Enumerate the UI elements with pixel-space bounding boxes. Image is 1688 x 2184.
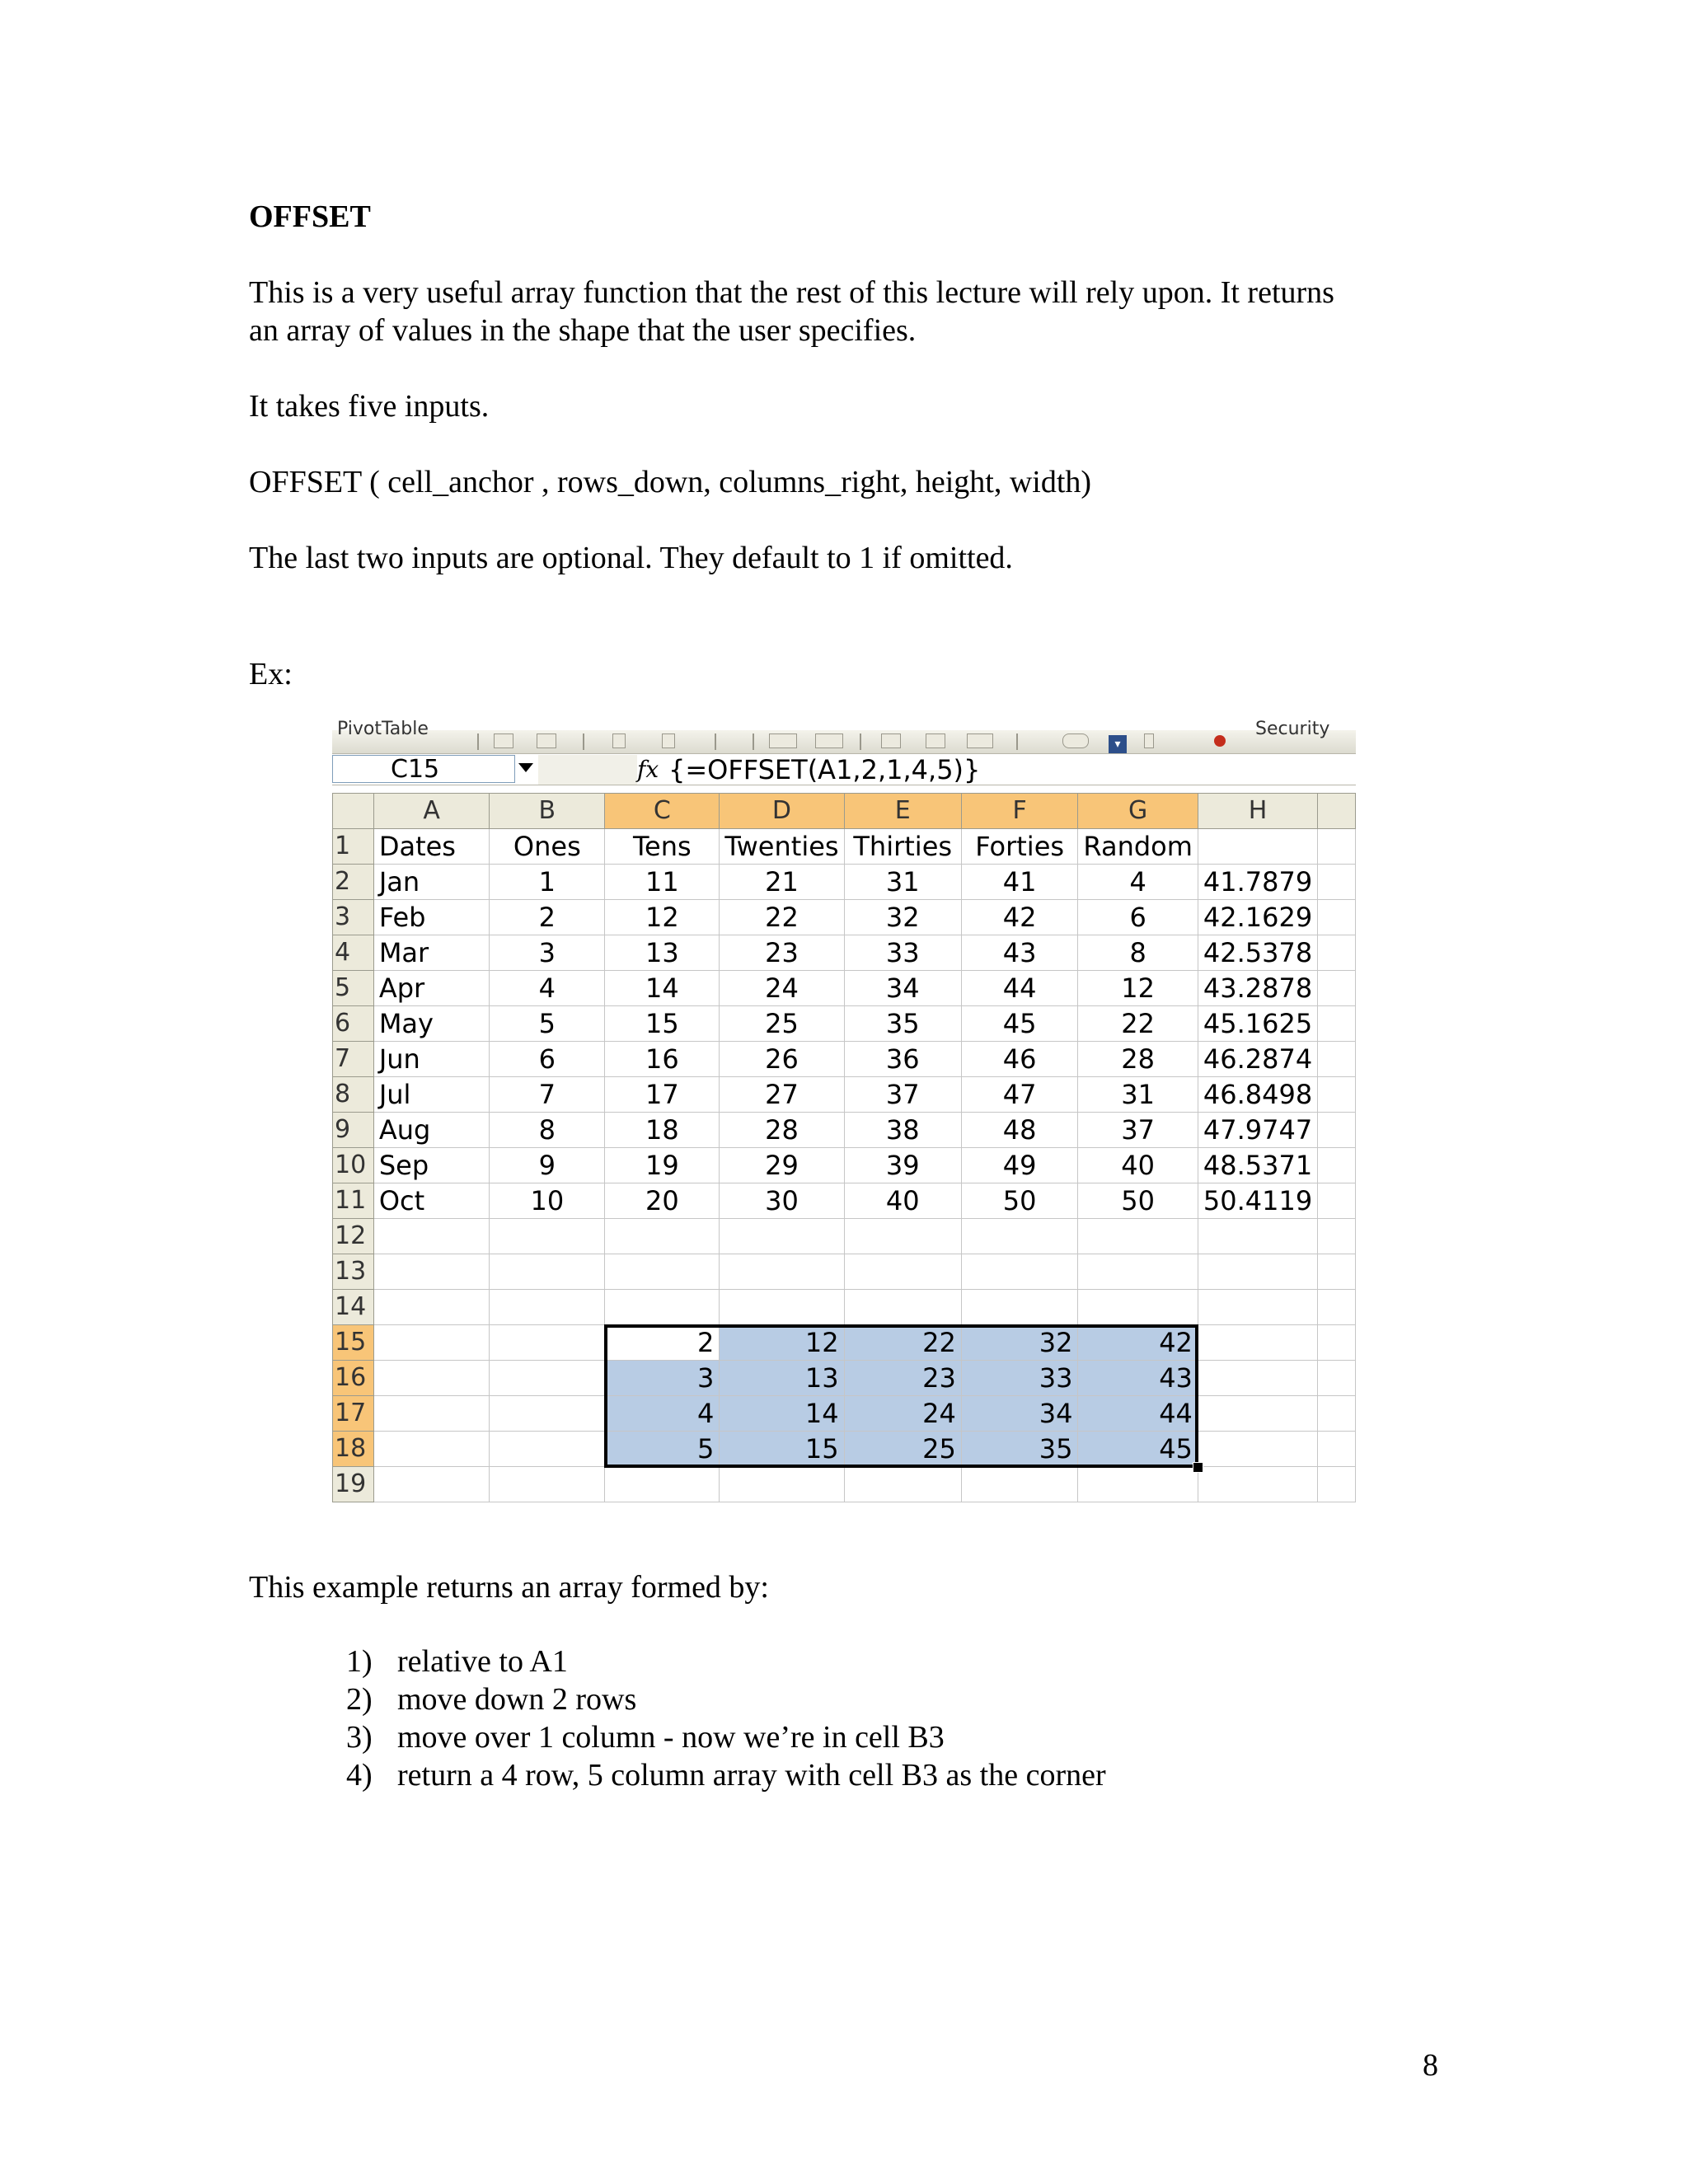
formula-bar <box>332 755 1356 785</box>
cell-b5[interactable]: 4 <box>490 971 605 1006</box>
cell-e2[interactable]: 31 <box>844 865 961 900</box>
column-header-g[interactable]: G <box>1078 794 1198 829</box>
toolbar-separator <box>715 733 716 750</box>
cell-c4[interactable]: 13 <box>605 935 720 971</box>
cell-b17[interactable] <box>490 1396 605 1432</box>
column-header-b[interactable]: B <box>490 794 605 829</box>
cell-i6[interactable] <box>1318 1006 1356 1042</box>
row-header-19[interactable]: 19 <box>333 1467 374 1502</box>
cell-b4[interactable]: 3 <box>490 935 605 971</box>
cell-a7[interactable]: Jun <box>373 1042 490 1077</box>
page-number: 8 <box>1423 2048 1438 2083</box>
cell-c1[interactable]: Tens <box>605 829 720 865</box>
cell-e15[interactable]: 22 <box>844 1325 961 1361</box>
worksheet-grid <box>332 793 1356 1502</box>
cell-i16[interactable] <box>1318 1361 1356 1396</box>
cell-f8[interactable]: 47 <box>961 1077 1078 1113</box>
cell-f11[interactable]: 50 <box>961 1183 1078 1219</box>
chart-wizard-icon[interactable] <box>494 733 513 748</box>
sheet-row <box>333 1254 1356 1290</box>
cell-b15[interactable] <box>490 1325 605 1361</box>
cell-g11[interactable]: 50 <box>1078 1183 1198 1219</box>
security-button[interactable]: Security <box>1255 719 1330 739</box>
cell-g19[interactable] <box>1078 1467 1198 1502</box>
cell-c8[interactable]: 17 <box>605 1077 720 1113</box>
row-header-11[interactable]: 11 <box>333 1183 374 1219</box>
cell-i11[interactable] <box>1318 1183 1356 1219</box>
cell-a15[interactable] <box>373 1325 490 1361</box>
cell-g5[interactable]: 12 <box>1078 971 1198 1006</box>
cell-i10[interactable] <box>1318 1148 1356 1183</box>
cell-a10[interactable]: Sep <box>373 1148 490 1183</box>
column-header-h[interactable]: H <box>1198 794 1317 829</box>
cell-e18[interactable]: 25 <box>844 1432 961 1467</box>
column-header-a[interactable]: A <box>373 794 490 829</box>
sheet-row <box>333 1396 1356 1432</box>
list-item-number: 2) <box>346 1682 373 1717</box>
cell-i15[interactable] <box>1318 1325 1356 1361</box>
cell-f1[interactable]: Forties <box>961 829 1078 865</box>
cell-f19[interactable] <box>961 1467 1078 1502</box>
column-header-i[interactable] <box>1318 794 1356 829</box>
cell-g1[interactable]: Random <box>1078 829 1198 865</box>
column-header-e[interactable]: E <box>844 794 961 829</box>
row-header-4[interactable]: 4 <box>333 935 374 971</box>
cell-g7[interactable]: 28 <box>1078 1042 1198 1077</box>
cell-c19[interactable] <box>605 1467 720 1502</box>
toolbar-separator <box>583 733 584 750</box>
cell-c5[interactable]: 14 <box>605 971 720 1006</box>
cell-c3[interactable]: 12 <box>605 900 720 935</box>
cell-f5[interactable]: 44 <box>961 971 1078 1006</box>
cell-c15[interactable]: 2 <box>605 1325 720 1361</box>
cell-d17[interactable]: 14 <box>720 1396 844 1432</box>
cell-d19[interactable] <box>720 1467 844 1502</box>
cell-h2[interactable]: 41.7879 <box>1198 865 1317 900</box>
cell-g9[interactable]: 37 <box>1078 1113 1198 1148</box>
cell-a8[interactable]: Jul <box>373 1077 490 1113</box>
sheet-row <box>333 1006 1356 1042</box>
cell-i13[interactable] <box>1318 1254 1356 1290</box>
row-header-16[interactable]: 16 <box>333 1361 374 1396</box>
function-signature: OFFSET ( cell_anchor , rows_down, columns_right, height, width) <box>249 465 1092 499</box>
sheet-row <box>333 971 1356 1006</box>
cell-d14[interactable] <box>720 1290 844 1325</box>
cell-i18[interactable] <box>1318 1432 1356 1467</box>
cell-h12[interactable] <box>1198 1219 1317 1254</box>
cell-e16[interactable]: 23 <box>844 1361 961 1396</box>
cell-h15[interactable] <box>1198 1325 1317 1361</box>
cell-e13[interactable] <box>844 1254 961 1290</box>
cell-a12[interactable] <box>373 1219 490 1254</box>
cell-g14[interactable] <box>1078 1290 1198 1325</box>
cell-e1[interactable]: Thirties <box>844 829 961 865</box>
field-settings-icon[interactable] <box>815 733 843 748</box>
cell-a11[interactable]: Oct <box>373 1183 490 1219</box>
cell-e12[interactable] <box>844 1219 961 1254</box>
cell-c14[interactable] <box>605 1290 720 1325</box>
cell-d13[interactable] <box>720 1254 844 1290</box>
sheet-row <box>333 865 1356 900</box>
sheet-row <box>333 1290 1356 1325</box>
cell-g15[interactable]: 42 <box>1078 1325 1198 1361</box>
cell-b14[interactable] <box>490 1290 605 1325</box>
cell-d5[interactable]: 24 <box>720 971 844 1006</box>
toolbar-separator <box>753 733 754 750</box>
cell-b18[interactable] <box>490 1432 605 1467</box>
list-item-text: move down 2 rows <box>397 1682 637 1717</box>
cell-f16[interactable]: 33 <box>961 1361 1078 1396</box>
cell-b10[interactable]: 9 <box>490 1148 605 1183</box>
toolbar-separator <box>477 733 479 750</box>
intro-line-2: an array of values in the shape that the user specifies. <box>249 313 917 348</box>
optional-note: The last two inputs are optional. They default to 1 if omitted. <box>249 541 1013 575</box>
sheet-row <box>333 1113 1356 1148</box>
cell-e3[interactable]: 32 <box>844 900 961 935</box>
column-header-row <box>333 794 1356 829</box>
name-box[interactable]: C15 <box>332 755 515 783</box>
cell-d18[interactable]: 15 <box>720 1432 844 1467</box>
cell-c12[interactable] <box>605 1219 720 1254</box>
cell-i9[interactable] <box>1318 1113 1356 1148</box>
show-detail-icon[interactable] <box>662 733 675 748</box>
cell-e4[interactable]: 33 <box>844 935 961 971</box>
cell-d7[interactable]: 26 <box>720 1042 844 1077</box>
cell-c18[interactable]: 5 <box>605 1432 720 1467</box>
cell-f3[interactable]: 42 <box>961 900 1078 935</box>
row-header-17[interactable]: 17 <box>333 1396 374 1432</box>
spreadsheet-screenshot <box>332 719 1356 1498</box>
cell-f9[interactable]: 48 <box>961 1113 1078 1148</box>
cell-d10[interactable]: 29 <box>720 1148 844 1183</box>
cell-g13[interactable] <box>1078 1254 1198 1290</box>
chevron-down-icon[interactable] <box>518 763 533 772</box>
cell-h11[interactable]: 50.4119 <box>1198 1183 1317 1219</box>
list-item-number: 1) <box>346 1644 373 1679</box>
sheet-row <box>333 935 1356 971</box>
cell-f17[interactable]: 34 <box>961 1396 1078 1432</box>
cell-e14[interactable] <box>844 1290 961 1325</box>
cell-e9[interactable]: 38 <box>844 1113 961 1148</box>
sheet-row <box>333 1361 1356 1396</box>
cell-h14[interactable] <box>1198 1290 1317 1325</box>
toolbar-overflow-icon[interactable] <box>1144 733 1154 748</box>
cell-d8[interactable]: 27 <box>720 1077 844 1113</box>
cell-g16[interactable]: 43 <box>1078 1361 1198 1396</box>
cell-a5[interactable]: Apr <box>373 971 490 1006</box>
sheet-row <box>333 900 1356 935</box>
refresh-data-icon[interactable] <box>769 733 797 748</box>
cell-a3[interactable]: Feb <box>373 900 490 935</box>
fill-handle[interactable] <box>1193 1462 1203 1473</box>
cell-h4[interactable]: 42.5378 <box>1198 935 1317 971</box>
explanation-text: This example returns an array formed by: <box>249 1570 769 1605</box>
cell-g12[interactable] <box>1078 1219 1198 1254</box>
cell-h1[interactable] <box>1198 829 1317 865</box>
cell-e5[interactable]: 34 <box>844 971 961 1006</box>
inputs-count-text: It takes five inputs. <box>249 389 490 424</box>
cell-h9[interactable]: 47.9747 <box>1198 1113 1317 1148</box>
cell-e17[interactable]: 24 <box>844 1396 961 1432</box>
sheet-row <box>333 1077 1356 1113</box>
cell-a1[interactable]: Dates <box>373 829 490 865</box>
cell-e7[interactable]: 36 <box>844 1042 961 1077</box>
column-header-f[interactable]: F <box>961 794 1078 829</box>
cell-h19[interactable] <box>1198 1467 1317 1502</box>
cell-e8[interactable]: 37 <box>844 1077 961 1113</box>
cell-i1[interactable] <box>1318 829 1356 865</box>
cell-g10[interactable]: 40 <box>1078 1148 1198 1183</box>
cell-h3[interactable]: 42.1629 <box>1198 900 1317 935</box>
toolbar-separator <box>1016 733 1018 750</box>
cell-h17[interactable] <box>1198 1396 1317 1432</box>
include-hidden-icon[interactable] <box>926 733 945 748</box>
cell-b7[interactable]: 6 <box>490 1042 605 1077</box>
cell-d11[interactable]: 30 <box>720 1183 844 1219</box>
cell-b3[interactable]: 2 <box>490 900 605 935</box>
sheet-row <box>333 1183 1356 1219</box>
list-item-text: return a 4 row, 5 column array with cell B3 as the corner <box>397 1758 1106 1793</box>
insert-function-icon[interactable]: fx <box>637 756 659 783</box>
cell-f7[interactable]: 46 <box>961 1042 1078 1077</box>
sheet-row <box>333 1042 1356 1077</box>
record-macro-icon[interactable] <box>1214 735 1226 747</box>
cell-f4[interactable]: 43 <box>961 935 1078 971</box>
row-header-10[interactable]: 10 <box>333 1148 374 1183</box>
cell-b19[interactable] <box>490 1467 605 1502</box>
cell-g17[interactable]: 44 <box>1078 1396 1198 1432</box>
example-label: Ex: <box>249 657 293 691</box>
cell-i5[interactable] <box>1318 971 1356 1006</box>
select-all-corner[interactable] <box>333 794 374 829</box>
cell-b13[interactable] <box>490 1254 605 1290</box>
cell-e6[interactable]: 35 <box>844 1006 961 1042</box>
cell-h7[interactable]: 46.2874 <box>1198 1042 1317 1077</box>
row-header-2[interactable]: 2 <box>333 865 374 900</box>
sheet-row <box>333 829 1356 865</box>
cell-d3[interactable]: 22 <box>720 900 844 935</box>
cell-g6[interactable]: 22 <box>1078 1006 1198 1042</box>
cell-e10[interactable]: 39 <box>844 1148 961 1183</box>
cell-e19[interactable] <box>844 1467 961 1502</box>
cell-f15[interactable]: 32 <box>961 1325 1078 1361</box>
column-header-c[interactable]: C <box>605 794 720 829</box>
cell-c9[interactable]: 18 <box>605 1113 720 1148</box>
cell-d4[interactable]: 23 <box>720 935 844 971</box>
cell-c16[interactable]: 3 <box>605 1361 720 1396</box>
cell-g18[interactable]: 45 <box>1078 1432 1198 1467</box>
cell-c7[interactable]: 16 <box>605 1042 720 1077</box>
list-item-number: 4) <box>346 1758 373 1793</box>
toolbar-options-icon[interactable]: ▾ <box>1109 735 1127 753</box>
cell-h8[interactable]: 46.8498 <box>1198 1077 1317 1113</box>
cell-g2[interactable]: 4 <box>1078 865 1198 900</box>
cell-f10[interactable]: 49 <box>961 1148 1078 1183</box>
cell-a13[interactable] <box>373 1254 490 1290</box>
cell-i14[interactable] <box>1318 1290 1356 1325</box>
field-list-icon[interactable] <box>967 733 993 748</box>
cell-d12[interactable] <box>720 1219 844 1254</box>
cell-b12[interactable] <box>490 1219 605 1254</box>
cell-b11[interactable]: 10 <box>490 1183 605 1219</box>
hide-detail-icon[interactable] <box>612 733 626 748</box>
excel-toolbar <box>332 719 1356 754</box>
cell-d2[interactable]: 21 <box>720 865 844 900</box>
cell-b1[interactable]: Ones <box>490 829 605 865</box>
sheet-row <box>333 1219 1356 1254</box>
cell-h10[interactable]: 48.5371 <box>1198 1148 1317 1183</box>
cell-i17[interactable] <box>1318 1396 1356 1432</box>
row-header-7[interactable]: 7 <box>333 1042 374 1077</box>
row-header-18[interactable]: 18 <box>333 1432 374 1467</box>
cell-b2[interactable]: 1 <box>490 865 605 900</box>
cell-c10[interactable]: 19 <box>605 1148 720 1183</box>
cell-b8[interactable]: 7 <box>490 1077 605 1113</box>
cell-a16[interactable] <box>373 1361 490 1396</box>
cell-h16[interactable] <box>1198 1361 1317 1396</box>
intro-line-1: This is a very useful array function that the rest of this lecture will rely upon. It returns <box>249 275 1334 310</box>
cell-d16[interactable]: 13 <box>720 1361 844 1396</box>
row-header-15[interactable]: 15 <box>333 1325 374 1361</box>
cell-i7[interactable] <box>1318 1042 1356 1077</box>
cell-a17[interactable] <box>373 1396 490 1432</box>
row-header-1[interactable]: 1 <box>333 829 374 865</box>
cell-a2[interactable]: Jan <box>373 865 490 900</box>
cell-i12[interactable] <box>1318 1219 1356 1254</box>
list-item-number: 3) <box>346 1720 373 1755</box>
cell-e11[interactable]: 40 <box>844 1183 961 1219</box>
cell-i19[interactable] <box>1318 1467 1356 1502</box>
row-header-9[interactable]: 9 <box>333 1113 374 1148</box>
list-item-text: relative to A1 <box>397 1644 568 1679</box>
pivot-report-icon[interactable] <box>537 733 556 748</box>
gear-icon[interactable] <box>1062 733 1089 748</box>
cell-a4[interactable]: Mar <box>373 935 490 971</box>
cell-g8[interactable]: 31 <box>1078 1077 1198 1113</box>
row-header-5[interactable]: 5 <box>333 971 374 1006</box>
row-header-12[interactable]: 12 <box>333 1219 374 1254</box>
cell-b6[interactable]: 5 <box>490 1006 605 1042</box>
cell-f18[interactable]: 35 <box>961 1432 1078 1467</box>
section-heading: OFFSET <box>249 199 371 234</box>
cell-c2[interactable]: 11 <box>605 865 720 900</box>
cell-h6[interactable]: 45.1625 <box>1198 1006 1317 1042</box>
cell-a9[interactable]: Aug <box>373 1113 490 1148</box>
cell-h5[interactable]: 43.2878 <box>1198 971 1317 1006</box>
formula-bar-divider <box>538 755 637 785</box>
cell-i2[interactable] <box>1318 865 1356 900</box>
cell-b16[interactable] <box>490 1361 605 1396</box>
row-header-13[interactable]: 13 <box>333 1254 374 1290</box>
formula-input[interactable]: {=OFFSET(A1,2,1,4,5)} <box>668 754 981 785</box>
row-header-14[interactable]: 14 <box>333 1290 374 1325</box>
cell-h13[interactable] <box>1198 1254 1317 1290</box>
cell-d1[interactable]: Twenties <box>720 829 844 865</box>
cell-d15[interactable]: 12 <box>720 1325 844 1361</box>
cell-b9[interactable]: 8 <box>490 1113 605 1148</box>
cell-d6[interactable]: 25 <box>720 1006 844 1042</box>
row-header-8[interactable]: 8 <box>333 1077 374 1113</box>
cell-c6[interactable]: 15 <box>605 1006 720 1042</box>
cell-c17[interactable]: 4 <box>605 1396 720 1432</box>
cell-i8[interactable] <box>1318 1077 1356 1113</box>
cell-i3[interactable] <box>1318 900 1356 935</box>
cell-c11[interactable]: 20 <box>605 1183 720 1219</box>
row-header-3[interactable]: 3 <box>333 900 374 935</box>
cell-g3[interactable]: 6 <box>1078 900 1198 935</box>
column-header-d[interactable]: D <box>720 794 844 829</box>
cell-f2[interactable]: 41 <box>961 865 1078 900</box>
cell-a18[interactable] <box>373 1432 490 1467</box>
cell-a6[interactable]: May <box>373 1006 490 1042</box>
list-item-text: move over 1 column - now we’re in cell B3 <box>397 1720 945 1755</box>
cell-f6[interactable]: 45 <box>961 1006 1078 1042</box>
cell-i4[interactable] <box>1318 935 1356 971</box>
cell-f14[interactable] <box>961 1290 1078 1325</box>
toolbar-separator <box>860 733 861 750</box>
pivottable-menu[interactable]: PivotTable <box>337 719 429 739</box>
sheet-row <box>333 1325 1356 1361</box>
row-header-6[interactable]: 6 <box>333 1006 374 1042</box>
cell-g4[interactable]: 8 <box>1078 935 1198 971</box>
cell-a14[interactable] <box>373 1290 490 1325</box>
sheet-row <box>333 1148 1356 1183</box>
cell-h18[interactable] <box>1198 1432 1317 1467</box>
cell-c13[interactable] <box>605 1254 720 1290</box>
cell-f12[interactable] <box>961 1219 1078 1254</box>
cell-f13[interactable] <box>961 1254 1078 1290</box>
cell-d9[interactable]: 28 <box>720 1113 844 1148</box>
format-report-icon[interactable] <box>881 733 901 748</box>
cell-a19[interactable] <box>373 1467 490 1502</box>
